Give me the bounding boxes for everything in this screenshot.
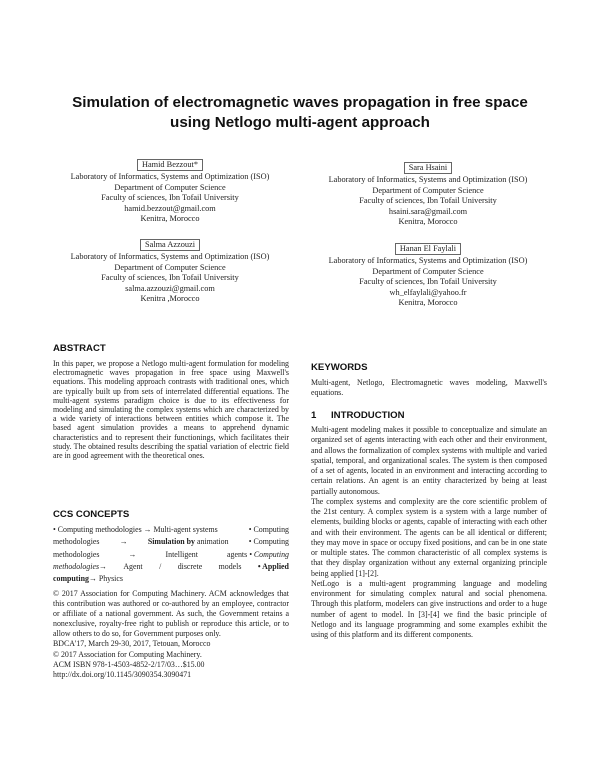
author-affiliation: Laboratory of Informatics, Systems and Optimization (ISO) — [70, 252, 270, 261]
abstract-text: In this paper, we propose a Netlogo multi-agent formulation for modeling electromagnetic waves propagation in free space using Maxwell's equations. This modeling approach contrasts with traditional ones, which are typically built up from sets of interrelated differential equations. The multi-agent systems paradigm choice is due to its effectiveness for modeling and simulating the complex systems which are characterized by a wide variety of interactions between entities which compose it. The based agent simulation provides a means to apprehend dynamic characteristics and to represent their functionings, which facilitates their study. The obtained results describing the spatial variation of electric field are in good agreement with the theoretical ones. — [53, 359, 289, 461]
ccs-text: models — [218, 561, 242, 571]
ccs-text: computing — [53, 574, 89, 584]
author-department: Department of Computer Science — [372, 185, 484, 195]
author-block-4 — [298, 243, 558, 309]
author-faculty: Faculty of sciences, Ibn Tofail University — [359, 196, 497, 206]
ccs-text: animation — [196, 537, 229, 547]
keywords-heading: KEYWORDS — [311, 362, 368, 373]
ccs-row-2 — [53, 536, 289, 548]
author-location: Kenitra, Morocco — [398, 298, 458, 308]
ccs-text: • Computing — [248, 537, 289, 547]
author-email: hsaini.sara@gmail.com — [388, 206, 468, 216]
ccs-text: → — [128, 549, 137, 559]
introduction-body — [311, 425, 547, 640]
ccs-text: agents — [227, 549, 248, 559]
ccs-row-5 — [53, 573, 289, 585]
ccs-text: methodologies — [53, 549, 100, 559]
author-block-1 — [40, 159, 300, 225]
introduction-paragraph-1: Multi-agent modeling makes it possible to conceptualize and simulate an organized set of agents interacting with each other and their environment, and allows the formalization of complex systems with multiple and varied spatial, temporal, and organizational scales. The system is then composed of a set of agents, located in an environment and interacting according to certain relations. An agent is an entity characterized by being at least partially autonomous. — [311, 425, 547, 496]
author-name: Hanan El Faylali — [395, 243, 461, 255]
ccs-text: Simulation by — [147, 537, 195, 547]
ccs-text: methodologies→ — [53, 561, 107, 571]
author-name: Hamid Bezzout* — [137, 159, 203, 171]
ccs-text: → — [119, 537, 128, 547]
section-title: INTRODUCTION — [331, 410, 405, 421]
abstract-heading: ABSTRACT — [53, 343, 106, 354]
author-department: Department of Computer Science — [114, 182, 226, 192]
introduction-heading — [311, 410, 405, 421]
author-department: Department of Computer Science — [372, 266, 484, 276]
ccs-text: discrete — [177, 561, 203, 571]
author-name: Salma Azzouzi — [140, 239, 200, 251]
introduction-paragraph-3: NetLogo is a multi-agent programming language and modeling environment for simulating complex natural and social phenomena. Through this platform, modelers can give instructions and order to a huge number of agent to model. In [3]-[4] we find the basic principle of Netlogo and its language programming and some examples exhibit the using of this platform and its different components. — [311, 578, 547, 639]
author-email: wh_elfaylali@yahoo.fr — [389, 287, 467, 297]
section-number: 1 — [311, 410, 317, 421]
author-location: Kenitra, Morocco — [398, 217, 458, 227]
ccs-row-1 — [53, 524, 289, 536]
author-affiliation: Laboratory of Informatics, Systems and Optimization (ISO) — [328, 175, 528, 184]
title-line-1: Simulation of electromagnetic waves propagation in free space — [72, 94, 528, 111]
ccs-text: → Physics — [88, 574, 123, 584]
author-faculty: Faculty of sciences, Ibn Tofail University — [101, 273, 239, 283]
title-line-2: using Netlogo multi-agent approach — [170, 114, 430, 131]
ccs-row-3 — [53, 549, 289, 561]
author-block-3 — [40, 239, 300, 305]
author-department: Department of Computer Science — [114, 262, 226, 272]
author-block-2 — [298, 162, 558, 228]
ccs-text: • Computing methodologies → Multi-agent systems — [53, 525, 218, 534]
copyright-block — [53, 589, 289, 680]
author-faculty: Faculty of sciences, Ibn Tofail University — [101, 193, 239, 203]
paper-title — [40, 93, 560, 133]
author-affiliation: Laboratory of Informatics, Systems and Optimization (ISO) — [328, 256, 528, 265]
keywords-text: Multi-agent, Netlogo, Electromagnetic waves modeling, Maxwell's equations. — [311, 378, 547, 398]
introduction-paragraph-2: The complex systems and complexity are the core scientific problem of the 21st century. A complex system is a system with a large number of elements, building blocks or agents, capable of interacting with each other and with their environment. The agents can be all identical or different; they may move in space or occupy fixed positions, and can be in one state or multiple states. The common characteristic of all complex systems is that they display organization without any external organizing principle being applied [1]-[2]. — [311, 496, 547, 578]
isbn-line: ACM ISBN 978-1-4503-4852-2/17/03…$15.00 — [53, 659, 205, 669]
ccs-text: / — [159, 561, 162, 571]
copyright-line: © 2017 Association for Computing Machinery. — [53, 649, 202, 659]
ccs-heading: CCS CONCEPTS — [53, 509, 130, 520]
author-affiliation: Laboratory of Informatics, Systems and Optimization (ISO) — [70, 172, 270, 181]
ccs-text: • Computing — [248, 525, 289, 534]
author-location: Kenitra, Morocco — [140, 214, 200, 224]
author-location: Kenitra ,Morocco — [140, 294, 200, 304]
ccs-text: Intelligent — [165, 549, 198, 559]
ccs-concepts — [53, 524, 289, 585]
author-email: salma.azzouzi@gmail.com — [125, 283, 215, 293]
author-name: Sara Hsaini — [404, 162, 452, 174]
author-email: hamid.bezzout@gmail.com — [124, 203, 216, 213]
ccs-text: Agent — [123, 561, 143, 571]
conference-info: BDCA'17, March 29-30, 2017, Tetouan, Morocco — [53, 639, 211, 649]
doi-link[interactable]: http://dx.doi.org/10.1145/3090354.3090471 — [53, 669, 192, 679]
author-faculty: Faculty of sciences, Ibn Tofail University — [359, 277, 497, 287]
ccs-text: • Computing — [249, 549, 289, 559]
copyright-notice: © 2017 Association for Computing Machinery. ACM acknowledges that this contribution was authored or co-authored by an employee, contractor or affiliate of a national government. As such, the Government retains a nonexclusive, royalty-free right to publish or reproduce this article, or to allow others to do so, for Government purposes only. — [53, 589, 289, 639]
ccs-text: • Applied — [257, 561, 289, 571]
ccs-row-4 — [53, 561, 289, 573]
ccs-text: methodologies — [53, 537, 100, 547]
